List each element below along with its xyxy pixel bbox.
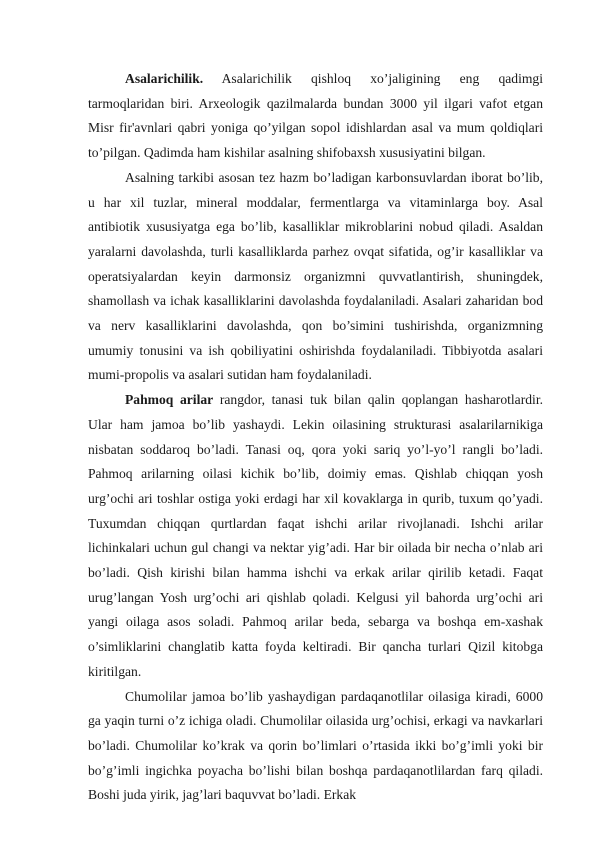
paragraph-text: Asalarichilik qishloq xo’jaligining eng qadimgi tarmoqlaridan biri. Arxeologik qazilmalarda bundan 3000 yil ilgari vafot etgan Misr fir'avnlari qabri yoniga qo’yilgan sopol idishlardan asal va mum qoldiqlari to’pilgan. Qadimda ham kishilar asalning shifobaxsh xususiyatini bilgan. [88,71,543,161]
paragraph-heading: Pahmoq arilar [125,392,214,408]
paragraph-text: Asalning tarkibi asosan tez hazm bo’ladigan karbonsuvlardan iborat bo’lib, u har xil tuzlar, mineral moddalar, fermentlarga va vitaminlarga boy. Asal antibiotik xususiyatga ega bo’lib, kasalliklar mikroblarini nobud qiladi. Asaldan yaralarni davolashda, turli kasalliklarda parhez ovqat sifatida, og’ir kasalliklar va operatsiyalardan keyin darmonsiz organizmni quvvatlantirish, shuningdek, shamollash va ichak kasalliklarini davolashda foydalaniladi. Asalari zaharidan bod va nerv kasalliklarini davolashda, qon bo’simini tushirishda, organizmning umumiy tonusini va ish qobiliyatini oshirishda foydalaniladi. Tibbiyotda asalari mumi-propolis va asalari sutidan ham foydalaniladi. [88,169,543,383]
paragraph-text: rangdor, tanasi tuk bilan qalin qoplangan hasharotlardir. Ular ham jamoa bo’lib yashaydi. Lekin oilasining strukturasi asalarilarnikiga nisbatan soddaroq bo’ladi. Tanasi oq, qora yoki sariq yo’l-yo’l rangli bo’ladi. Pahmoq arilarning oilasi kichik bo’lib, doimiy emas. Qishlab chiqqan yosh urg’ochi ari toshlar ostiga yoki erdagi har xil kovaklarga in qurib, tuxum qo’yadi. Tuxumdan chiqqan qurtlardan faqat ishchi arilar rivojlanadi. Ishchi arilar lichinkalari uchun gul changi va nektar yig’adi. Har bir oilada bir necha o’nlab ari bo’ladi. Qish kirishi bilan hamma ishchi va erkak arilar qirilib ketadi. Faqat urug’langan Yosh urg’ochi ari qishlab qoladi. Kelgusi yil bahorda urg’ochi ari yangi oilaga asos soladi. Pahmoq arilar beda, sebarga va boshqa em-xashak o’simliklarini changlatib katta foyda keltiradi. Bir qancha turlari Qizil kitobga kiritilgan. [88,392,543,679]
paragraph-chumolilar [88,685,543,809]
paragraph-asal-tarkibi [88,166,543,388]
paragraph-heading: Asalarichilik. [125,71,204,86]
paragraph-pahmoq-arilar [88,388,543,684]
paragraph-text: Chumolilar jamoa bo’lib yashaydigan pardaqanotlilar oilasiga kiradi, 6000 ga yaqin turni o’z ichiga oladi. Chumolilar oilasida urg’ochisi, erkagi va navkarlari bo’ladi. Chumolilar ko’krak va qorin bo’limlari o’rtasida ikki bo’g’imli yoki bir bo’g’imli ingichka poyacha bo’lishi bilan boshqa pardaqanotlilardan farq qiladi. Boshi juda yirik, jag’lari baquvvat bo’ladi. Erkak [88,688,543,803]
document-page [88,67,543,808]
paragraph-asalarichilik [88,67,543,166]
